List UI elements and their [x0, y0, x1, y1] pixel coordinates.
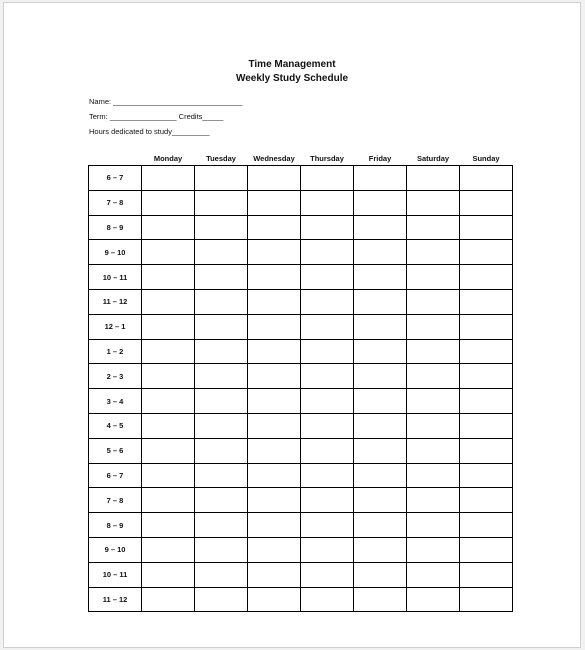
- schedule-cell: [460, 240, 513, 265]
- schedule-cell: [354, 265, 407, 290]
- schedule-cell: [248, 587, 301, 612]
- schedule-cell: [301, 562, 354, 587]
- schedule-cell: [407, 463, 460, 488]
- time-slot-label: 11 – 12: [89, 587, 142, 612]
- schedule-cell: [301, 339, 354, 364]
- schedule-cell: [248, 190, 301, 215]
- schedule-cell: [301, 265, 354, 290]
- schedule-cell: [460, 537, 513, 562]
- schedule-cell: [407, 364, 460, 389]
- time-slot-label: 8 – 9: [89, 215, 142, 240]
- schedule-cell: [407, 513, 460, 538]
- time-slot-label: 11 – 12: [89, 289, 142, 314]
- table-row: [89, 587, 513, 612]
- schedule-cell: [460, 438, 513, 463]
- schedule-cell: [301, 438, 354, 463]
- schedule-cell: [407, 289, 460, 314]
- schedule-cell: [301, 166, 354, 191]
- schedule-cell: [248, 215, 301, 240]
- time-slot-label: 3 – 4: [89, 389, 142, 414]
- schedule-cell: [142, 537, 195, 562]
- schedule-cell: [354, 364, 407, 389]
- schedule-cell: [195, 364, 248, 389]
- table-row: [89, 488, 513, 513]
- header-corner: [89, 149, 142, 166]
- schedule-cell: [301, 364, 354, 389]
- schedule-cell: [248, 265, 301, 290]
- time-slot-label: 7 – 8: [89, 190, 142, 215]
- time-slot-label: 10 – 11: [89, 265, 142, 290]
- time-slot-label: 5 – 6: [89, 438, 142, 463]
- schedule-cell: [248, 240, 301, 265]
- schedule-cell: [354, 314, 407, 339]
- schedule-cell: [407, 488, 460, 513]
- schedule-cell: [142, 265, 195, 290]
- document-subtitle: Weekly Study Schedule: [235, 73, 349, 84]
- schedule-cell: [142, 438, 195, 463]
- schedule-cell: [142, 166, 195, 191]
- schedule-cell: [460, 289, 513, 314]
- schedule-cell: [460, 215, 513, 240]
- schedule-cell: [195, 339, 248, 364]
- schedule-cell: [195, 413, 248, 438]
- schedule-cell: [142, 463, 195, 488]
- schedule-cell: [142, 364, 195, 389]
- schedule-cell: [460, 339, 513, 364]
- table-row: [89, 364, 513, 389]
- table-row: [89, 339, 513, 364]
- schedule-cell: [460, 364, 513, 389]
- schedule-cell: [354, 537, 407, 562]
- schedule-cell: [142, 562, 195, 587]
- schedule-body: [89, 166, 513, 612]
- schedule-table: [88, 149, 513, 612]
- time-slot-label: 7 – 8: [89, 488, 142, 513]
- schedule-cell: [354, 289, 407, 314]
- schedule-cell: [301, 488, 354, 513]
- time-slot-label: 9 – 10: [89, 537, 142, 562]
- schedule-cell: [195, 166, 248, 191]
- schedule-cell: [248, 438, 301, 463]
- schedule-cell: [142, 339, 195, 364]
- schedule-cell: [460, 265, 513, 290]
- schedule-cell: [248, 364, 301, 389]
- time-slot-label: 6 – 7: [89, 463, 142, 488]
- schedule-cell: [407, 265, 460, 290]
- schedule-cell: [460, 389, 513, 414]
- schedule-cell: [248, 389, 301, 414]
- schedule-cell: [142, 289, 195, 314]
- schedule-cell: [195, 587, 248, 612]
- schedule-cell: [460, 587, 513, 612]
- schedule-cell: [248, 537, 301, 562]
- schedule-cell: [354, 587, 407, 612]
- schedule-cell: [248, 463, 301, 488]
- time-slot-label: 2 – 3: [89, 364, 142, 389]
- schedule-cell: [195, 190, 248, 215]
- schedule-cell: [142, 240, 195, 265]
- schedule-cell: [301, 463, 354, 488]
- schedule-cell: [354, 562, 407, 587]
- time-slot-label: 6 – 7: [89, 166, 142, 191]
- schedule-cell: [195, 438, 248, 463]
- schedule-cell: [195, 265, 248, 290]
- schedule-cell: [142, 215, 195, 240]
- schedule-cell: [407, 537, 460, 562]
- schedule-cell: [195, 537, 248, 562]
- schedule-cell: [407, 190, 460, 215]
- schedule-cell: [407, 438, 460, 463]
- schedule-cell: [195, 513, 248, 538]
- table-row: [89, 513, 513, 538]
- schedule-cell: [354, 166, 407, 191]
- schedule-cell: [354, 389, 407, 414]
- table-row: [89, 314, 513, 339]
- table-row: [89, 289, 513, 314]
- schedule-cell: [460, 190, 513, 215]
- table-row: [89, 562, 513, 587]
- schedule-cell: [248, 314, 301, 339]
- schedule-cell: [460, 562, 513, 587]
- schedule-cell: [248, 413, 301, 438]
- schedule-cell: [301, 289, 354, 314]
- schedule-cell: [195, 289, 248, 314]
- schedule-cell: [407, 240, 460, 265]
- schedule-cell: [195, 389, 248, 414]
- schedule-cell: [354, 438, 407, 463]
- schedule-cell: [354, 215, 407, 240]
- schedule-cell: [301, 215, 354, 240]
- schedule-cell: [195, 562, 248, 587]
- time-slot-label: 8 – 9: [89, 513, 142, 538]
- time-slot-label: 12 – 1: [89, 314, 142, 339]
- table-row: [89, 240, 513, 265]
- day-header: Tuesday: [206, 154, 236, 163]
- schedule-cell: [407, 166, 460, 191]
- day-header: Saturday: [416, 154, 450, 163]
- day-header: Sunday: [472, 154, 500, 163]
- table-row: [89, 463, 513, 488]
- schedule-cell: [407, 339, 460, 364]
- schedule-cell: [354, 413, 407, 438]
- schedule-cell: [407, 587, 460, 612]
- schedule-cell: [301, 413, 354, 438]
- time-slot-label: 10 – 11: [89, 562, 142, 587]
- table-row: [89, 537, 513, 562]
- schedule-cell: [248, 562, 301, 587]
- schedule-cell: [142, 190, 195, 215]
- header-row: [89, 149, 513, 166]
- day-header: Wednesday: [253, 154, 295, 163]
- table-row: [89, 215, 513, 240]
- day-header: Monday: [153, 154, 183, 163]
- schedule-cell: [248, 166, 301, 191]
- time-slot-label: 1 – 2: [89, 339, 142, 364]
- schedule-cell: [460, 513, 513, 538]
- schedule-cell: [407, 562, 460, 587]
- table-row: [89, 190, 513, 215]
- schedule-cell: [407, 389, 460, 414]
- schedule-cell: [301, 240, 354, 265]
- schedule-cell: [460, 166, 513, 191]
- schedule-cell: [301, 513, 354, 538]
- schedule-cell: [195, 463, 248, 488]
- table-row: [89, 166, 513, 191]
- schedule-cell: [354, 339, 407, 364]
- day-header: Friday: [368, 154, 392, 163]
- schedule-cell: [248, 513, 301, 538]
- term-credits-field: Term: ________________ Credits_____: [89, 112, 224, 121]
- schedule-cell: [248, 289, 301, 314]
- schedule-cell: [407, 215, 460, 240]
- schedule-cell: [248, 488, 301, 513]
- day-header: Thursday: [310, 154, 344, 163]
- schedule-cell: [407, 413, 460, 438]
- schedule-cell: [301, 190, 354, 215]
- schedule-cell: [354, 240, 407, 265]
- name-field: Name: _______________________________: [89, 97, 243, 106]
- schedule-cell: [354, 190, 407, 215]
- schedule-cell: [301, 587, 354, 612]
- schedule-cell: [354, 513, 407, 538]
- schedule-cell: [460, 413, 513, 438]
- time-slot-label: 4 – 5: [89, 413, 142, 438]
- schedule-cell: [301, 537, 354, 562]
- schedule-cell: [195, 240, 248, 265]
- schedule-cell: [195, 488, 248, 513]
- schedule-cell: [195, 215, 248, 240]
- schedule-cell: [301, 314, 354, 339]
- schedule-cell: [354, 463, 407, 488]
- schedule-cell: [142, 314, 195, 339]
- schedule-cell: [142, 413, 195, 438]
- schedule-cell: [460, 488, 513, 513]
- schedule-cell: [354, 488, 407, 513]
- schedule-cell: [142, 513, 195, 538]
- schedule-cell: [248, 339, 301, 364]
- table-row: [89, 438, 513, 463]
- table-row: [89, 265, 513, 290]
- schedule-cell: [142, 488, 195, 513]
- schedule-cell: [142, 389, 195, 414]
- schedule-cell: [460, 463, 513, 488]
- hours-dedicated-field: Hours dedicated to study_________: [89, 127, 210, 136]
- table-row: [89, 413, 513, 438]
- time-slot-label: 9 – 10: [89, 240, 142, 265]
- schedule-cell: [301, 389, 354, 414]
- document-title: Time Management: [248, 59, 336, 70]
- schedule-cell: [142, 587, 195, 612]
- document-page: [3, 2, 581, 648]
- schedule-cell: [460, 314, 513, 339]
- table-row: [89, 389, 513, 414]
- schedule-cell: [195, 314, 248, 339]
- schedule-cell: [407, 314, 460, 339]
